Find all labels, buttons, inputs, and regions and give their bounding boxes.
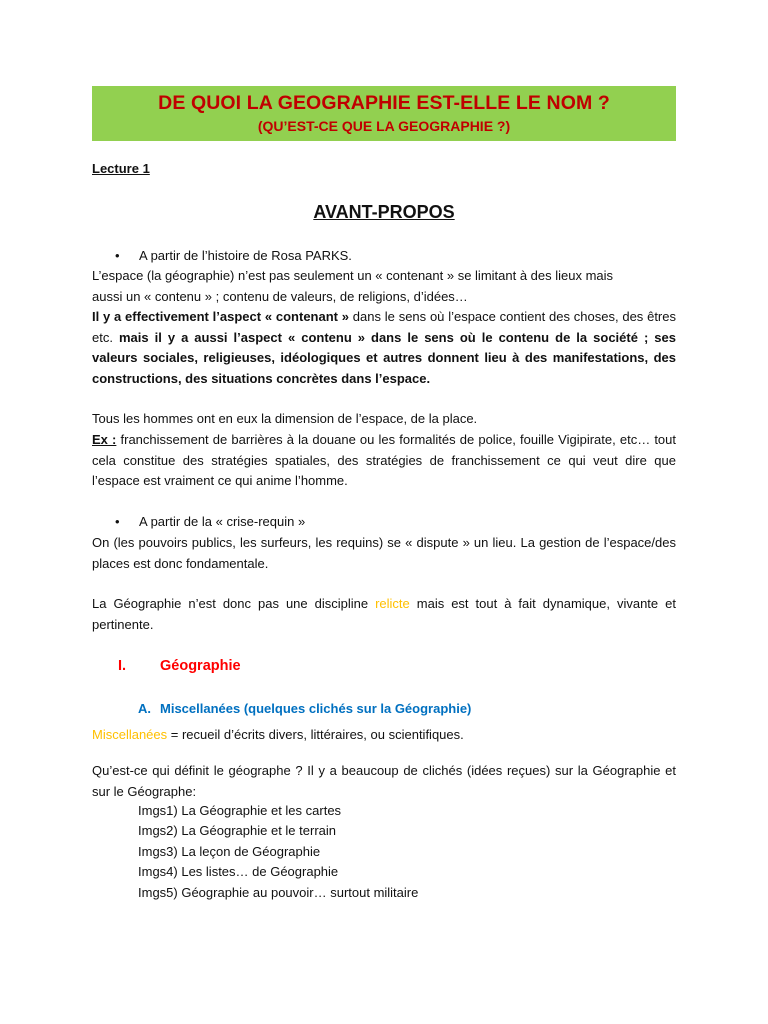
definition-term: Miscellanées	[92, 727, 168, 742]
list-item: Imgs1) La Géographie et les cartes	[138, 803, 342, 818]
bullet-text: A partir de l’histoire de Rosa PARKS.	[139, 248, 352, 263]
list-item: Imgs5) Géographie au pouvoir… surtout militaire	[138, 885, 419, 900]
list-item: Imgs3) La leçon de Géographie	[138, 844, 321, 859]
bullet-item-crise-requin	[115, 512, 305, 533]
list-item: Imgs2) La Géographie et le terrain	[138, 823, 336, 838]
highlighted-term: relicte	[375, 596, 410, 611]
section-heading-geographie	[118, 656, 241, 676]
title-banner	[92, 86, 676, 141]
definition-text: = recueil d’écrits divers, littéraires, ou scientifiques.	[167, 727, 464, 742]
normal-text: mais est tout à fait dynamique, vivante et pertinente.	[92, 596, 676, 632]
normal-text: dans le sens où l’espace contient des choses, des êtres etc.	[92, 309, 676, 345]
document-title: DE QUOI LA GEOGRAPHIE EST-ELLE LE NOM ?	[158, 92, 610, 114]
paragraph-cliches: Qu’est-ce qui définit le géographe ? Il y a beaucoup de clichés (idées reçues) sur la Géographie et sur le Géographe:	[92, 763, 676, 799]
example-text: franchissement de barrières à la douane ou les formalités de police, fouille Vigipirate, etc… tout cela constitue des stratégies spatiales, des stratégies de franchissement ce qui veut dire que l’espace est vraiment ce qui anime l’homme.	[92, 432, 677, 488]
section-number: I.	[118, 658, 127, 674]
paragraph-contenant-contenu	[92, 307, 676, 389]
lecture-label: Lecture 1	[92, 161, 150, 176]
bold-text: Il y a effectivement l’aspect « contenant »	[92, 309, 350, 324]
bold-text: mais il y a aussi l’aspect « contenu » dans le sens où le contenu de la société ; ses valeurs sociales, religieuses, idéologiques et autres donnent lieu à des manifestations, des constructions, des situations concrètes dans l’espace.	[92, 329, 676, 386]
paragraph-line: aussi un « contenu » ; contenu de valeurs, de religions, d’idées…	[92, 289, 468, 304]
paragraph-line: Tous les hommes ont en eux la dimension de l’espace, de la place.	[92, 411, 478, 426]
bullet-item-rosa-parks	[115, 246, 352, 267]
bullet-dot: •	[115, 514, 120, 529]
document-subtitle: (QU’EST-CE QUE LA GEOGRAPHIE ?)	[257, 118, 511, 134]
definition-line	[92, 725, 464, 746]
paragraph-pouvoirs-publics: On (les pouvoirs publics, les surfeurs, les requins) se « dispute » un lieu. La gestion de l’espace/des places est donc fondamentale.	[92, 535, 676, 571]
bullet-text: A partir de la « crise-requin »	[139, 514, 306, 529]
paragraph-example	[92, 430, 676, 492]
section-title: Géographie	[160, 658, 241, 674]
normal-text: La Géographie n’est donc pas une discipline	[92, 596, 376, 611]
subsection-number: A.	[138, 701, 151, 716]
paragraph-conclusion	[92, 594, 676, 635]
paragraph-line: L’espace (la géographie) n’est pas seulement un « contenant » se limitant à des lieux mais	[92, 268, 614, 283]
avant-propos-heading: AVANT-PROPOS	[313, 202, 455, 222]
subsection-heading-miscellanees	[138, 700, 471, 718]
list-item: Imgs4) Les listes… de Géographie	[138, 864, 339, 879]
bullet-dot: •	[115, 248, 120, 263]
example-label: Ex :	[92, 432, 117, 447]
subsection-title: Miscellanées (quelques clichés sur la Géographie)	[160, 701, 472, 716]
